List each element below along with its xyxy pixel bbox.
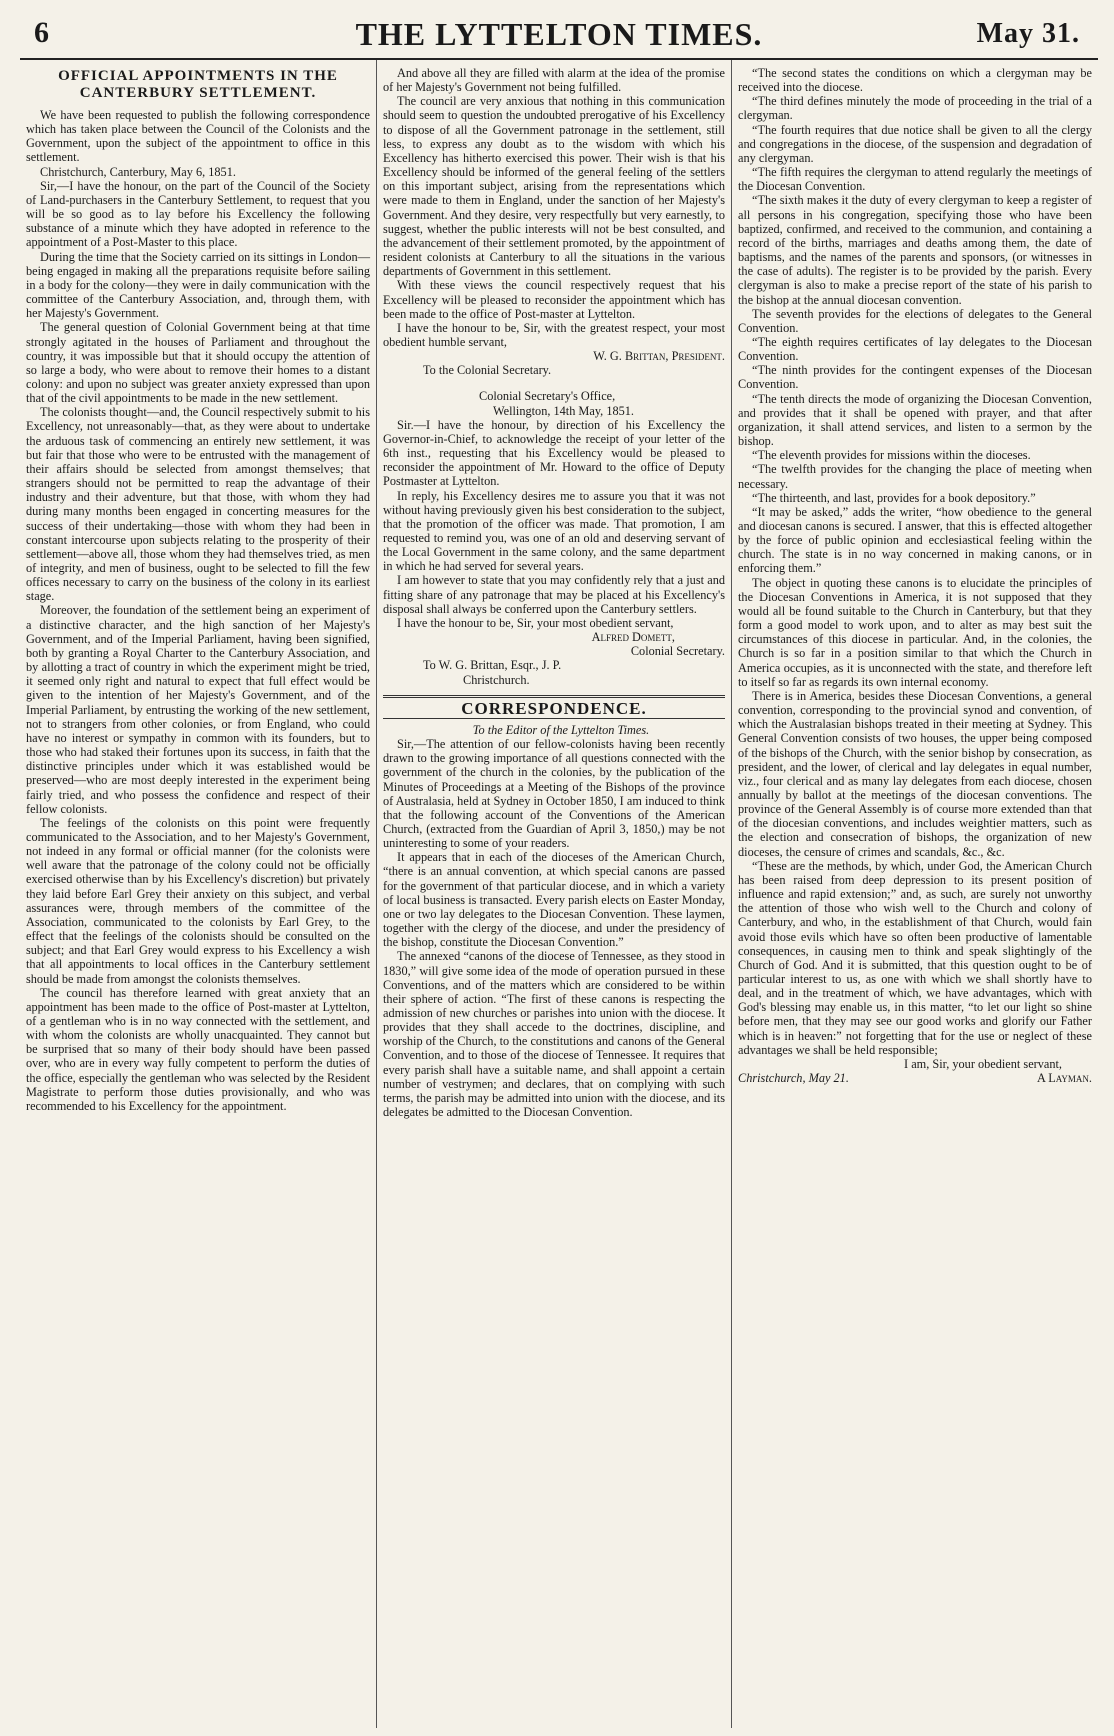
article-headline: OFFICIAL APPOINTMENTS IN THE CANTERBURY SETTLEMENT. (58, 68, 338, 101)
correspondence-paragraph: “The eighth requires certificates of lay delegates to the Diocesan Convention. (738, 334, 1092, 364)
correspondence-paragraph: “The fourth requires that due notice shall be given to all the clergy and congregations in the diocese, of the suspension and degradation of any clergyman. (738, 122, 1092, 165)
column-1 (20, 60, 376, 1728)
letter2-paragraph: In reply, his Excellency desires me to assure you that it was not without having previously given his best consideration to the subject, that the promotion of the officer was made. That promotion, I am requested to remind you, was one of an old and deserving servant of the Local Government in the same colony, and the same department in which he had served for several years. (383, 488, 725, 574)
correspondence-paragraph: There is in America, besides these Diocesan Conventions, a general convention, corresponding to the provincial synod and convention, of which the Australasian bishops treated in their meeting at Sydney. This General Convention consists of two houses, the upper being composed of the bishops of the Church, with the senior bishop by consecration, as president, and the lower, of clerical and lay delegates in equal number, viz., four clerical and as many lay delegates from each diocese, chosen annually by ballot at the meetings of the diocesan conventions. The province of the General Assembly is of course more extended than that of the diocesian conventions, and includes weightier matters, such as the election and consecration of bishops, the organization of new dioceses, the censure of crimes and scandals, &c., &c. (738, 688, 1092, 859)
correspondence-paragraph: “The twelfth provides for the changing the place of meeting when necessary. (738, 462, 1092, 491)
letter1-paragraph: During the time that the Society carried on its sittings in London—being engaged in making all the preparations requisite before sailing in a body for the colony—they were in daily communication with the committee of the Canterbury Association, and, through them, with her Majesty's Government. (26, 249, 370, 321)
correspondence-paragraph: “The ninth provides for the contingent expenses of the Diocesan Convention. (738, 363, 1092, 392)
letter1-paragraph: With these views the council respectively request that his Excellency will be pleased to reconsider the appointment which has been made to the office of Post-master at Lyttelton. (383, 278, 725, 321)
correspondence-closing: I am, Sir, your obedient servant, (904, 1056, 1062, 1071)
correspondence-paragraph: “It may be asked,” adds the writer, “how obedience to the general and diocesan canons is secured. I answer, that this is effected altogether by the force of public opinion and ecclesiastical feeling within the church. The state is in no way concerned in making canons, or in enforcing them.” (738, 504, 1092, 576)
letter1-paragraph: I have the honour to be, Sir, with the greatest respect, your most obedient humble servant, (383, 320, 725, 349)
letter1-paragraph: The general question of Colonial Government being at that time strongly agitated in the houses of Parliament and throughout the country, it was impossible but that it should occupy the attention of so large a body, who were about to remove their homes to a distant colony: and upon no subject was greater anxiety expressed than upon that of the civil appointments to be made in the new settlement. (26, 320, 370, 406)
letter1-paragraph: The colonists thought—and, the Council respectively submit to his Excellency, not unreasonably—that, as they were about to undertake the arduous task of commencing an entirely new settlement, it was but fair that those who were to be entrusted with the management of their affairs should be selected from amongst themselves; that strangers should not be permitted to reap the advantage of their industry and their adventure, but that those, with whom they had during many months been engaged in concerting measures for the success of their undertaking—those with whom they had been in constant intercourse upon subjects relating to the prosperity of their settlement—above all, those whom they had themselves tried, as men of integrity, and men of business, ought to be selected to fill the few offices necessary to carry on the business of the colony in its earliest stage. (26, 405, 370, 604)
correspondence-paragraph: “The second states the conditions on which a clergyman may be received into the diocese. (738, 66, 1092, 95)
letter1-dateline: Christchurch, Canterbury, May 6, 1851. (40, 164, 236, 179)
column-2 (376, 60, 732, 1728)
newspaper-title: THE LYTTELTON TIMES. (355, 16, 763, 52)
letter2-paragraph: Sir.—I have the honour, by direction of his Excellency the Governor-in-Chief, to acknowledge the receipt of your letter of the 6th inst., requesting that his Excellency would be pleased to reconsider the appointment of Mr. Howard to the office of Deputy Postmaster at Lyttelton. (383, 417, 725, 489)
correspondence-paragraph: It appears that in each of the dioceses of the American Church, “there is an annual convention, at which special canons are passed for the government of that particular diocese, and in which a variety of local business is transacted. Every parish elects on Easter Monday, one or two lay delegates to the Diocesan Convention. These laymen, together with the clergy of the diocese, and under the presidency of the bishop, constitute the Diocesan Convention.” (383, 850, 725, 950)
letter1-paragraph: The council has therefore learned with great anxiety that an appointment has been made to the office of Post-master at Lyttelton, of a gentleman who is in no way connected with the settlement, and with whom the colonists are wholly unacquainted. They cannot but be surprised that so many of their body should have been passed over, who are in every way fully competent to perform the duties of the office, especially the gentleman who was selected by the Resident Magistrate to perform those duties provisionally, and who was recommended to his Excellency for the appointment. (26, 985, 370, 1113)
correspondence-paragraph: “The eleventh provides for missions within the dioceses. (752, 448, 1031, 463)
correspondence-paragraph: The object in quoting these canons is to elucidate the principles of the Diocesan Conventions in America, it is not supposed that they would all be found suitable to the Church in Canterbury, but that they form a good model to work upon, and to alter as may best suit the circumstances of this diocese in particular. And, in the colonies, the Church is so far in a position similar to that which the Church in America occupies, as it is unconnected with the state, and therefore left to itself so far as regards its own internal economy. (738, 575, 1092, 689)
correspondence-paragraph: Sir,—The attention of our fellow-colonists having been recently drawn to the growing importance of all questions connected with the government of the church in the colonies, by the publication of the Minutes of Proceedings at a Meeting of the Bishops of the province of Australasia, held at Sydney in October 1850, I am induced to think that the following account of the Conventions of the American Church, (extracted from the Guardian of April 3, 1850,) may be not uninteresting to some of your readers. (383, 737, 725, 851)
letter1-paragraph: Moreover, the foundation of the settlement being an experiment of a distinctive character, and the high sanction of her Majesty's Government, and of the Imperial Parliament, having been signified, both by granting a Royal Charter to the Canterbury Association, and by allotting a tract of country in which the experiment might be tried, it seemed only right and natural to expect that full effect would be given to the intention of her Majesty's Government, and of the Imperial Parliament, by entrusting the working of the new settlement, not to strangers from other colonies, or from England, who could have no interest or sympathy in common with its founders, but to those who had staked their fortunes upon its success, in faith that the distinctive principles under which it was established would be preserved—who are most deeply interested in the experiment being fairly tried, and who possess the confidence and respect of their fellow colonists. (26, 603, 370, 816)
letter1-paragraph: Sir,—I have the honour, on the part of the Council of the Society of Land-purchasers in the Canterbury Settlement, to request that you will be so good as to lay before his Excellency the following substance of a minute which they have adopted in reference to the appointment of a Post-Master to this place. (26, 178, 370, 250)
correspondence-paragraph: The annexed “canons of the diocese of Tennessee, as they stood in 1830,” will give some idea of the mode of operation pursued in these Conventions, and of the matters which are considered to be within their sphere of action. “The first of these canons is respecting the admission of new churches or parishes into union with the diocese. It provides that they shall accede to the doctrines, discipline, and worship of the Church, to the constitutions and canons of the General Convention, and to those of the diocese of Tennessee. It requires that every parish shall have a suitable name, and shall appoint a certain number of vestrymen; and declares, that on complying with such terms, the parish may be admitted into union with the diocese, and its delegates be admitted to the Diocesan Convention. (383, 949, 725, 1120)
correspondence-paragraph: “The tenth directs the mode of organizing the Diocesan Convention, and provides that it shall be opened with prayer, and that after organization, it shall attend services, and listen to a sermon by the bishop. (738, 391, 1092, 449)
correspondence-paragraph: The seventh provides for the elections of delegates to the General Convention. (738, 306, 1092, 335)
letter2-signature: Alfred Domett, (591, 630, 675, 645)
correspondence-paragraph: “The thirteenth, and last, provides for a book depository.” (752, 490, 1036, 505)
correspondence-heading: CORRESPONDENCE. (383, 695, 725, 719)
columns (20, 60, 1098, 1728)
letter2-office: Colonial Secretary's Office, (479, 389, 616, 404)
correspondence-signoff (738, 1071, 1092, 1085)
article-intro: We have been requested to publish the following correspondence which has taken place between the Council of the Colonists and the Government, upon the subject of the appointment to office in this settlement. (26, 108, 370, 165)
letter1-paragraph: And above all they are filled with alarm at the idea of the promise of her Majesty's Government not being fulfilled. (383, 66, 725, 95)
correspondence-signature: A Layman. (1036, 1071, 1092, 1086)
correspondence-paragraph: “These are the methods, by which, under God, the American Church has been raised from deep depression to its present position of influence and rapid extension;” and, as such, are surely not unworthy the attention of those who wish well to the Church and colony of Canterbury, and who, in the establishment of that Church, would fain avoid those evils which have so often been productive of lamentable consequences, in causing men to think and speak slightingly of the Church of God. And it is submitted, that this question ought to be of particular interest to us, as one with which we shall shortly have to deal, and in the treatment of which, we have advantages, which with God's blessing may enable us, in this matter, “to let our light so shine before men, that they may see our good works and glorify our Father which is in heaven:” not forgetting that for the use or neglect of these advantages we shall be held responsible; (738, 858, 1092, 1057)
page-number: 6 (34, 16, 49, 49)
to-editor-line: To the Editor of the Lyttelton Times. (472, 722, 650, 737)
correspondence-paragraph: “The third defines minutely the mode of proceeding in the trial of a clergyman. (738, 94, 1092, 123)
column-3 (732, 60, 1098, 1728)
letter1-addressee: To the Colonial Secretary. (423, 363, 552, 378)
letter2-addressee: To W. G. Brittan, Esqr., J. P. (423, 658, 562, 673)
masthead (20, 10, 1098, 60)
letter2-closing: I have the honour to be, Sir, your most obedient servant, (397, 615, 674, 630)
letter1-paragraph: The council are very anxious that nothing in this communication should seem to question the undoubted prerogative of his Excellency to dispose of all the Government patronage in the settlement, still less, to express any doubt as to the wisdom with which his Excellency has hitherto exercised this power. Their wish is that his Excellency should be informed of the general feeling of the settlers on this important subject, arising from the representations which were made to them in England, under the sanction of her Majesty's Government. And they desire, very respectfully but very earnestly, to suggest, whether the public interests will not be best consulted, and the advancement of their settlement promoted, by the appointment of resident colonists at Canterbury to all the situations in the various departments of Government in this settlement. (383, 94, 725, 279)
correspondence-place-date: Christchurch, May 21. (738, 1071, 849, 1086)
correspondence-paragraph: “The sixth makes it the duty of every clergyman to keep a register of all persons in his congregation, specifying those who have been baptized, confirmed, and received to the communion, and containing a record of the births, marriages and deaths among them, the date of baptisms, and the names of the parents and sponsors, (or witnesses in the case of adults). The register is to be provided by the parish. Every clergyman is also to make a precise report of the state of his parish to the bishop at the annual diocesan convention. (738, 193, 1092, 307)
letter1-signature: W. G. Brittan, President. (593, 349, 725, 364)
letter2-addressee-place: Christchurch. (463, 672, 530, 687)
correspondence-paragraph: “The fifth requires the clergyman to attend regularly the meetings of the Diocesan Convention. (738, 165, 1092, 194)
letter2-dateline: Wellington, 14th May, 1851. (493, 403, 634, 418)
letter1-paragraph: The feelings of the colonists on this point were frequently communicated to the Association, and to her Majesty's Government, not indeed in any formal or official manner (for the colonists were well aware that the patronage of the colony could not be officially exercised otherwise than by his Excellency's discretion) but privately they laid before Earl Grey their anxiety on this subject, and verbal assurances were, through members of the committee of the Association, communicated to the colonists by Earl Grey, to the effect that the feelings of the colonists should be consulted on the subject; and that Earl Grey would express to his Excellency a wish that all appointments to local offices in the Canterbury settlement should be made from amongst the colonists themselves. (26, 815, 370, 986)
issue-date: May 31. (976, 18, 1080, 49)
letter2-paragraph: I am however to state that you may confidently rely that a just and fitting share of any patronage that may be placed at his Excellency's disposal shall always be conferred upon the Canterbury settlers. (383, 573, 725, 616)
letter2-signature-title: Colonial Secretary. (630, 644, 725, 659)
